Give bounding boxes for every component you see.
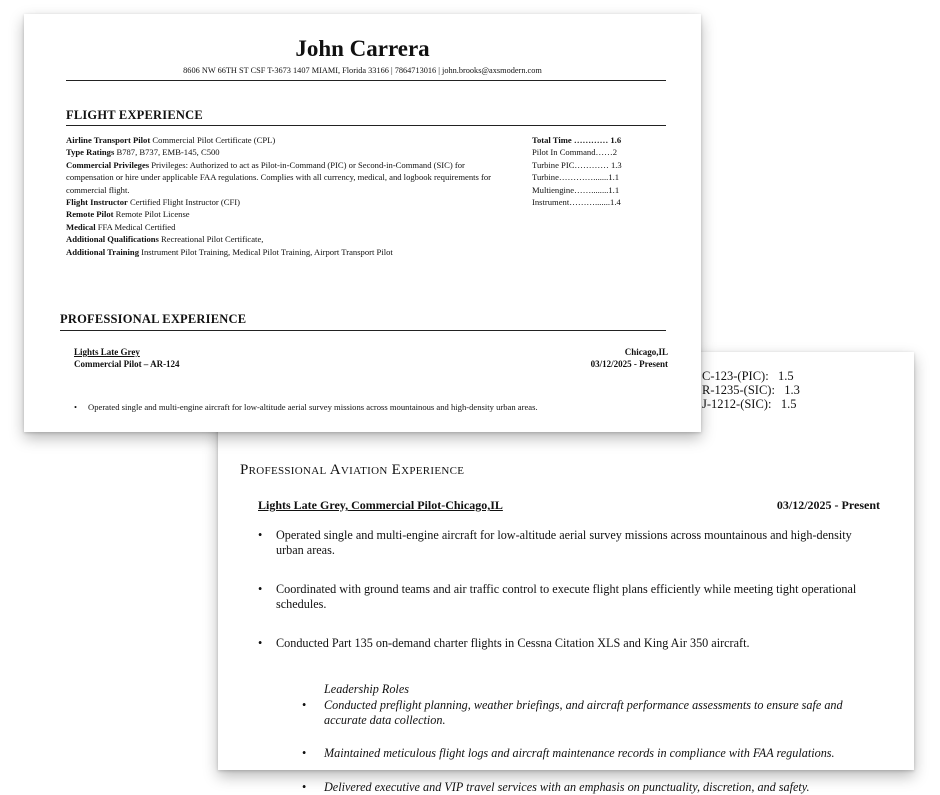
qualification-row: Airline Transport Pilot Commercial Pilot Certificate (CPL) <box>66 135 276 145</box>
leadership-text: • Delivered executive and VIP travel services with an emphasis on punctuality, discretion, and safety. <box>302 780 888 795</box>
hours-snippet: J-1212-(SIC): 1.5 <box>702 397 797 411</box>
candidate-name: John Carrera <box>295 36 430 61</box>
bullet-item <box>258 636 882 651</box>
hours-snippet: R-1235-(SIC): 1.3 <box>702 383 800 397</box>
leadership-item <box>302 780 888 795</box>
bullet-text: • Operated single and multi-engine aircraft for low-altitude aerial survey missions across mountainous and high-density urban areas. <box>258 528 882 558</box>
divider <box>66 80 666 81</box>
job-company: Lights Late Grey <box>74 347 140 357</box>
qualification-row: Additional Qualifications Recreational Pilot Certificate, <box>66 234 264 245</box>
section-title-professional-experience: PROFESSIONAL EXPERIENCE <box>60 312 247 326</box>
hours-row: Turbine PIC………… 1.3 <box>532 159 622 170</box>
qualification-row: Medical FFA Medical Certified <box>66 221 176 232</box>
hours-row: Pilot In Command……2 <box>532 147 617 158</box>
flight-hours-summary <box>532 134 672 208</box>
divider <box>66 125 666 126</box>
qualification-row: Commercial Privileges Privileges: Authorized to act as Pilot-in-Command (PIC) or Second-in-Command (SIC) for compensation or hire under applicable FAA regulations. Complies with all currency, medical, and logbook requirements for commercial flight. <box>66 159 492 195</box>
qualification-row: Flight Instructor Certified Flight Instructor (CFI) <box>66 197 241 208</box>
bullet-text: • Conducted Part 135 on-demand charter flights in Cessna Citation XLS and King Air 350 aircraft. <box>258 636 882 651</box>
flight-experience-list <box>66 134 506 258</box>
section-title-professional-aviation: Professional Aviation Experience <box>240 462 465 478</box>
qualification-row: Remote Pilot Remote Pilot License <box>66 209 190 220</box>
bullet-text: • Coordinated with ground teams and air traffic control to execute flight plans efficiently while meeting tight operational schedules. <box>258 582 882 612</box>
job-date: 03/12/2025 - Present <box>590 359 668 369</box>
job-bullet: • Operated single and multi-engine aircraft for low-altitude aerial survey missions across mountainous and high-density urban areas. <box>74 402 683 414</box>
contact-line: 8606 NW 66TH ST CSF T-3673 1407 MIAMI, Florida 33166 | 7864713016 | john.brooks@axsmodern.com <box>183 66 542 75</box>
job-location: Chicago,IL <box>624 347 668 357</box>
resume-page-front <box>24 14 701 432</box>
total-time: Total Time ………… 1.6 <box>532 135 622 145</box>
position-line <box>258 498 880 513</box>
hours-row: Instrument……….......1.4 <box>532 197 621 208</box>
leadership-item <box>302 746 888 761</box>
leadership-item <box>302 698 888 728</box>
position-title: Lights Late Grey, Commercial Pilot-Chicago,IL <box>258 498 503 512</box>
leadership-heading: Leadership Roles <box>324 682 409 696</box>
hours-snippet: C-123-(PIC): 1.5 <box>702 369 794 383</box>
leadership-text: • Conducted preflight planning, weather briefings, and aircraft performance assessments to ensure safe and accurate data collection. <box>302 698 888 728</box>
job-title: Commercial Pilot – AR-124 <box>74 359 180 369</box>
leadership-text: • Maintained meticulous flight logs and aircraft maintenance records in compliance with FAA regulations. <box>302 746 888 761</box>
qualification-row: Type Ratings B787, B737, EMB-145, C500 <box>66 147 220 158</box>
hours-row: Turbine………….......1.1 <box>532 172 620 183</box>
section-title-flight-experience: FLIGHT EXPERIENCE <box>66 108 203 122</box>
bullet-item <box>258 582 882 612</box>
divider <box>60 330 666 331</box>
hours-row: Multiengine……........1.1 <box>532 184 620 195</box>
bullet-item <box>258 528 882 558</box>
position-date: 03/12/2025 - Present <box>776 498 880 512</box>
qualification-row: Additional Training Instrument Pilot Training, Medical Pilot Training, Airport Transport Pilot <box>66 246 393 257</box>
